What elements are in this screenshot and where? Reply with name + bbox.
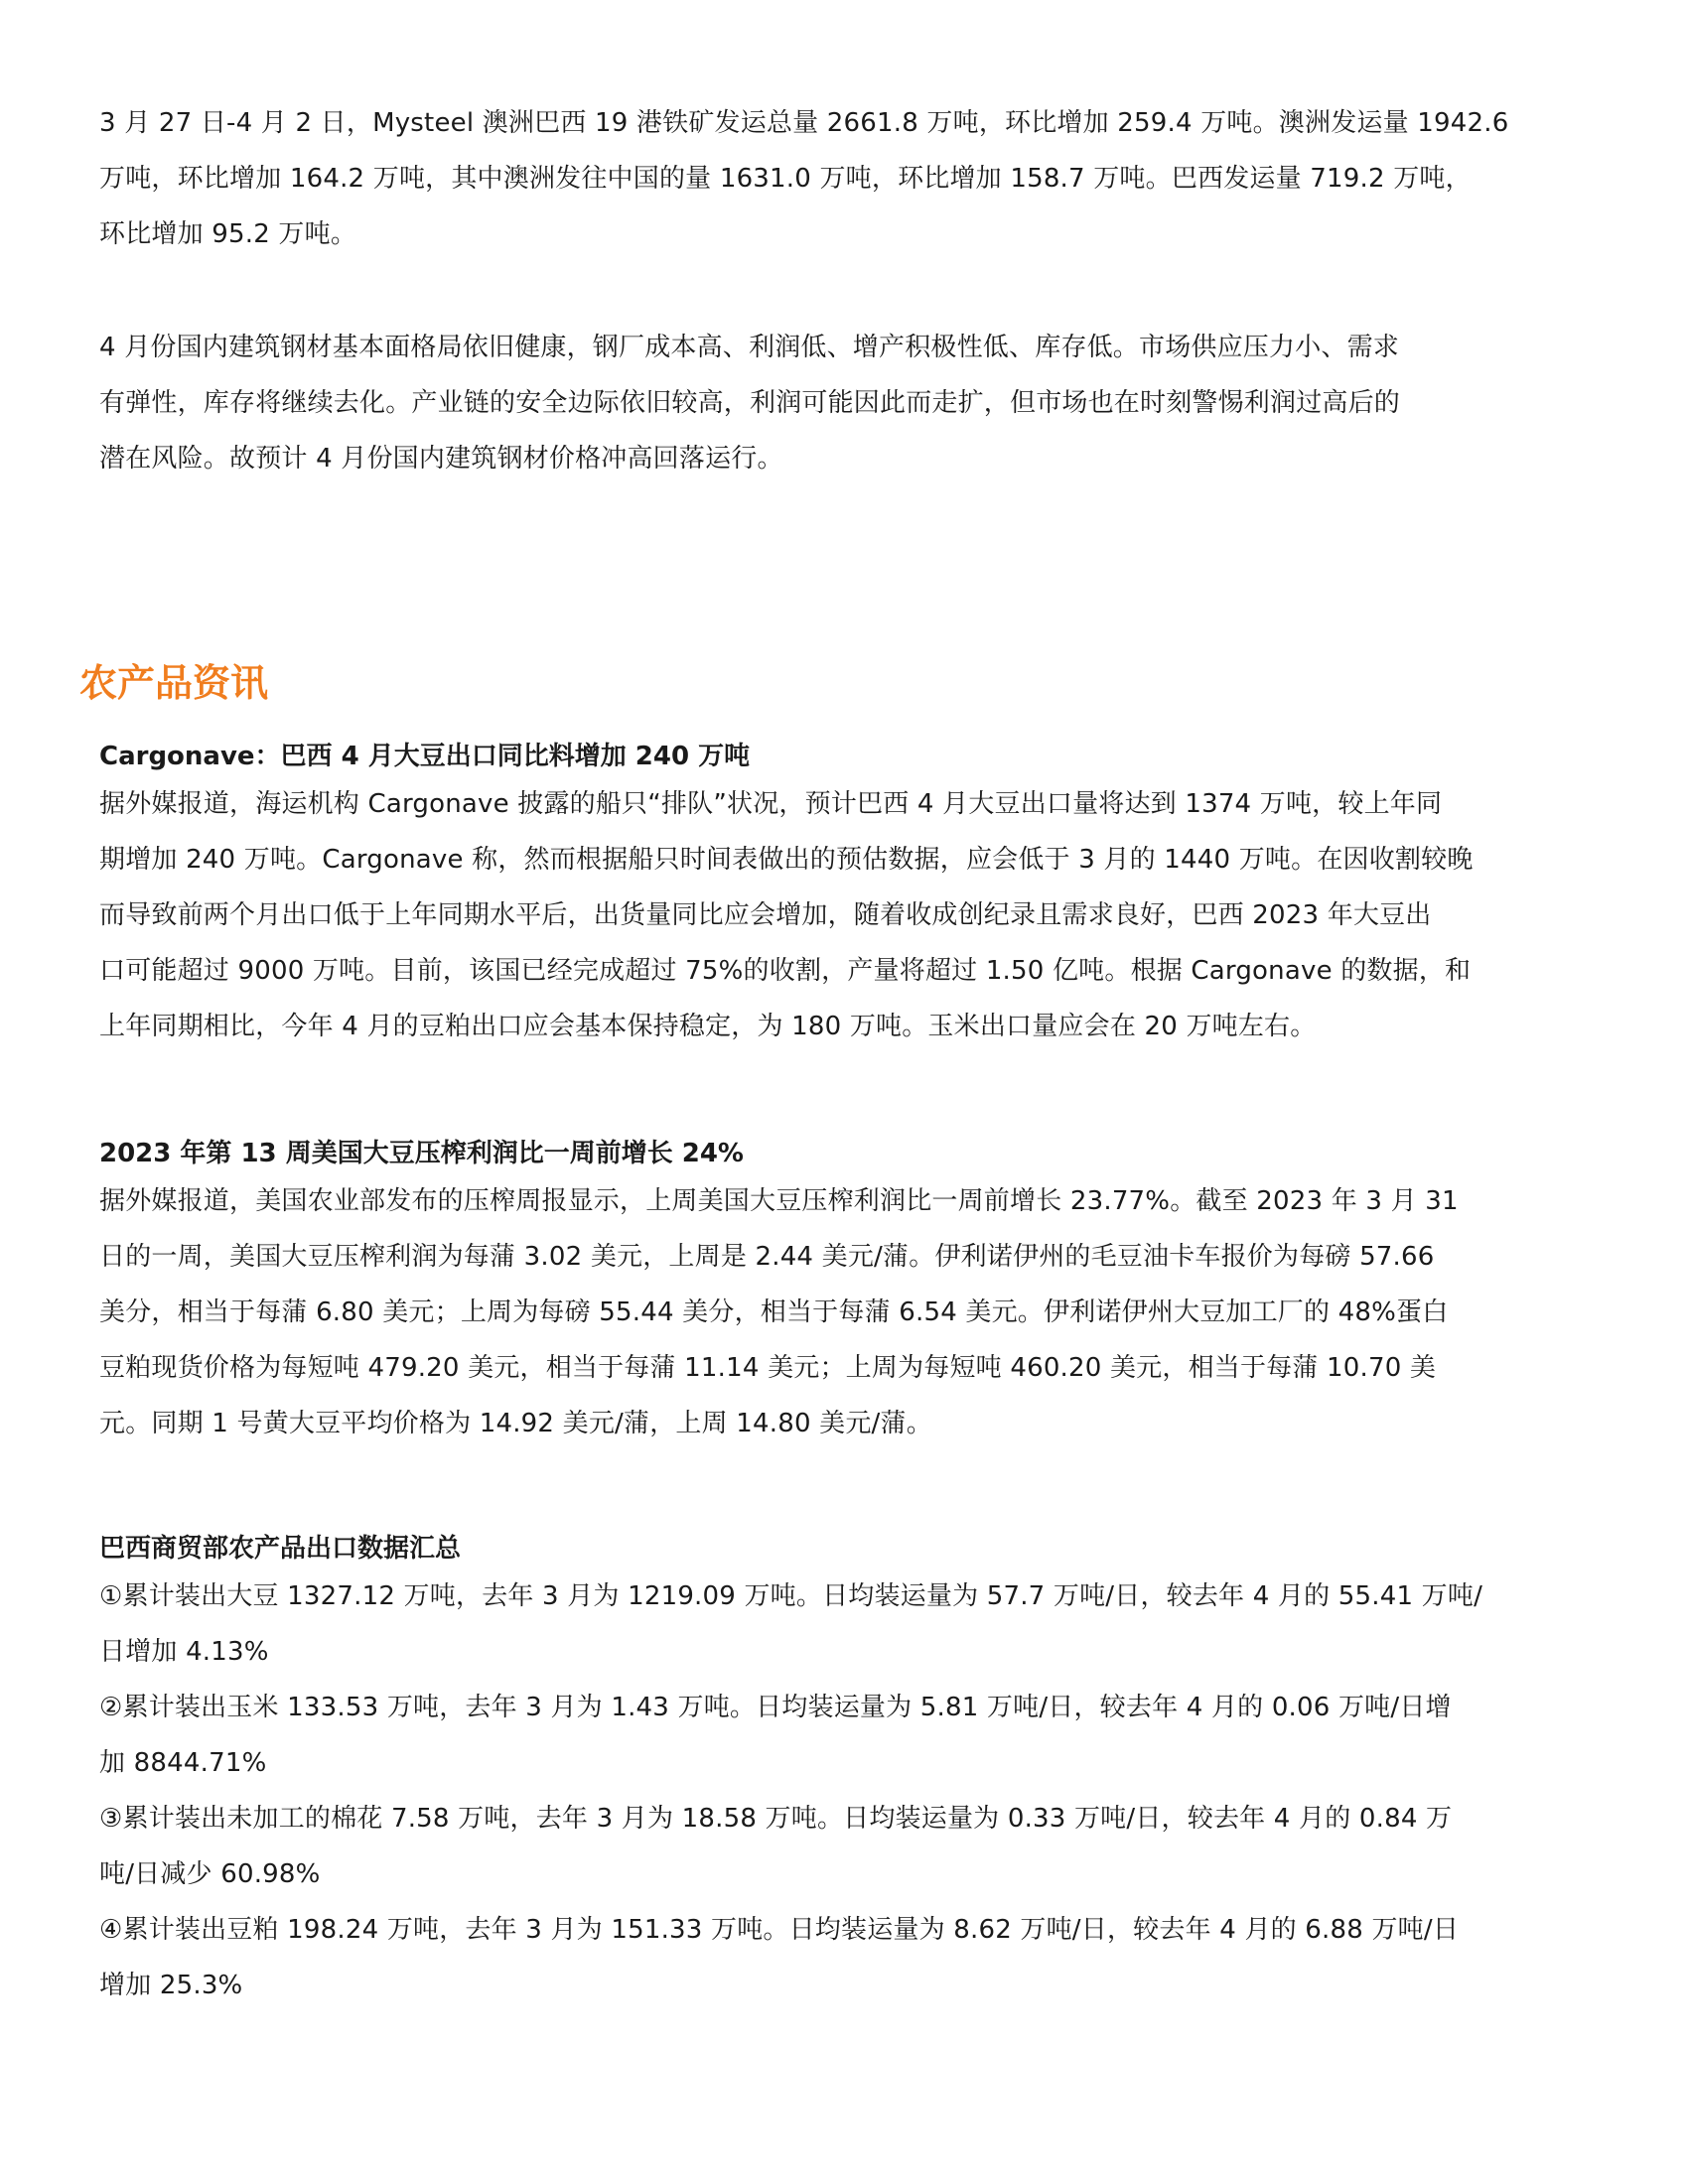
text-line: 万吨，环比增加 164.2 万吨，其中澳洲发往中国的量 1631.0 万吨，环比增加 158.7 万吨。巴西发运量 719.2 万吨，	[99, 164, 1472, 194]
text-line: 上年同期相比，今年 4 月的豆粕出口应会基本保持稳定，为 180 万吨。玉米出口量应会在 20 万吨左右。	[99, 1012, 1317, 1041]
article-heading-crush-margin: 2023 年第 13 周美国大豆压榨利润比一周前增长 24%	[99, 1139, 744, 1168]
text-line: 口可能超过 9000 万吨。目前，该国已经完成超过 75%的收割，产量将超过 1.50 亿吨。根据 Cargonave 的数据，和	[99, 956, 1472, 986]
list-item: 加 8844.71%	[99, 1748, 267, 1778]
text-line: 豆粕现货价格为每短吨 479.20 美元，相当于每蒲 11.14 美元；上周为每短吨 460.20 美元，相当于每蒲 10.70 美	[99, 1353, 1437, 1383]
article-body-brazil-exports	[99, 1569, 1589, 2013]
text-line: 有弹性，库存将继续去化。产业链的安全边际依旧较高，利润可能因此而走扩，但市场也在时刻警惕利润过高后的	[99, 388, 1401, 418]
article-body-crush-margin	[99, 1173, 1589, 1451]
steel-paragraph	[99, 320, 1589, 486]
text-line: 期增加 240 万吨。Cargonave 称，然而根据船只时间表做出的预估数据，应会低于 3 月的 1440 万吨。在因收割较晚	[99, 845, 1474, 875]
article-body-cargonave	[99, 776, 1589, 1054]
text-line: 元。同期 1 号黄大豆平均价格为 14.92 美元/蒲，上周 14.80 美元/蒲。	[99, 1409, 932, 1438]
list-item: ④累计装出豆粕 198.24 万吨，去年 3 月为 151.33 万吨。日均装运量为 8.62 万吨/日，较去年 4 月的 6.88 万吨/日	[99, 1915, 1460, 1945]
text-line: 日的一周，美国大豆压榨利润为每蒲 3.02 美元，上周是 2.44 美元/蒲。伊利诺伊州的毛豆油卡车报价为每磅 57.66	[99, 1242, 1435, 1272]
text-line: 美分，相当于每蒲 6.80 美元；上周为每磅 55.44 美分，相当于每蒲 6.54 美元。伊利诺伊州大豆加工厂的 48%蛋白	[99, 1297, 1449, 1327]
section-title: 农产品资讯	[79, 661, 269, 705]
article-heading-brazil-exports: 巴西商贸部农产品出口数据汇总	[99, 1534, 462, 1564]
article-heading-cargonave: Cargonave：巴西 4 月大豆出口同比料增加 240 万吨	[99, 742, 751, 771]
list-item: 增加 25.3%	[99, 1971, 243, 2000]
text-line: 据外媒报道，美国农业部发布的压榨周报显示，上周美国大豆压榨利润比一周前增长 23.77%。截至 2023 年 3 月 31	[99, 1186, 1459, 1216]
list-item: ②累计装出玉米 133.53 万吨，去年 3 月为 1.43 万吨。日均装运量为 5.81 万吨/日，较去年 4 月的 0.06 万吨/日增	[99, 1693, 1452, 1722]
list-item: ①累计装出大豆 1327.12 万吨，去年 3 月为 1219.09 万吨。日均装运量为 57.7 万吨/日，较去年 4 月的 55.41 万吨/	[99, 1581, 1483, 1611]
text-line: 潜在风险。故预计 4 月份国内建筑钢材价格冲高回落运行。	[99, 444, 783, 474]
list-item: 日增加 4.13%	[99, 1637, 269, 1667]
text-line: 环比增加 95.2 万吨。	[99, 219, 357, 249]
list-item: ③累计装出未加工的棉花 7.58 万吨，去年 3 月为 18.58 万吨。日均装运量为 0.33 万吨/日，较去年 4 月的 0.84 万	[99, 1804, 1453, 1834]
iron-ore-paragraph	[99, 95, 1589, 262]
text-line: 4 月份国内建筑钢材基本面格局依旧健康，钢厂成本高、利润低、增产积极性低、库存低。市场供应压力小、需求	[99, 333, 1400, 362]
text-line: 3 月 27 日-4 月 2 日，Mysteel 澳洲巴西 19 港铁矿发运总量 2661.8 万吨，环比增加 259.4 万吨。澳洲发运量 1942.6	[99, 108, 1509, 138]
text-line: 而导致前两个月出口低于上年同期水平后，出货量同比应会增加，随着收成创纪录且需求良好，巴西 2023 年大豆出	[99, 900, 1432, 930]
text-line: 据外媒报道，海运机构 Cargonave 披露的船只“排队”状况，预计巴西 4 月大豆出口量将达到 1374 万吨，较上年同	[99, 789, 1443, 819]
list-item: 吨/日减少 60.98%	[99, 1859, 321, 1889]
